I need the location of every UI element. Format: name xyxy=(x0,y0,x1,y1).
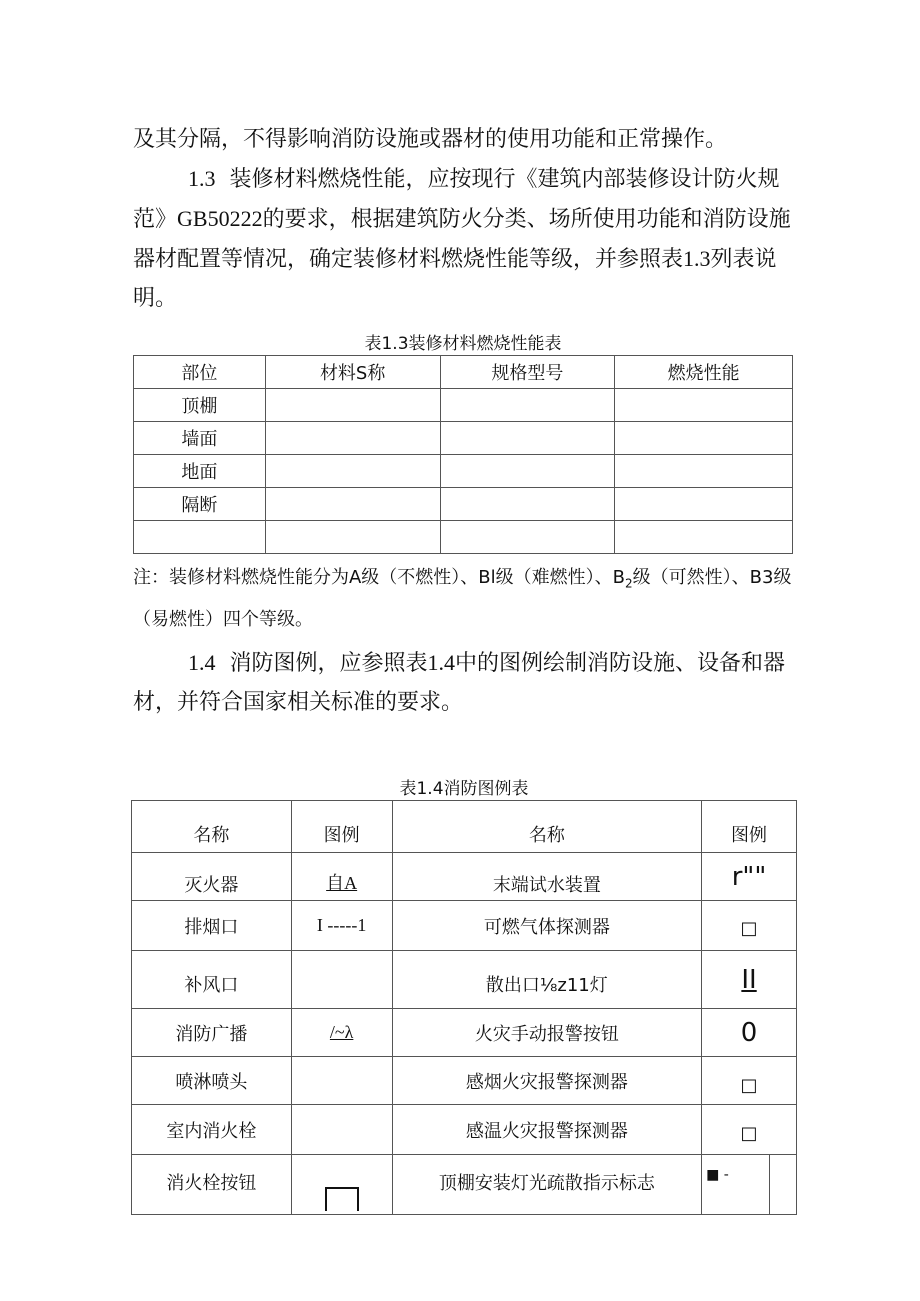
empty-cell xyxy=(265,521,440,554)
empty-cell xyxy=(440,521,615,554)
table-row xyxy=(132,1057,797,1105)
name-cell: 感温火灾报警探测器 xyxy=(392,1105,702,1155)
intro-text: 及其分隔，不得影响消防设施或器材的使用功能和正常操作。 xyxy=(133,127,728,152)
table-1-3 xyxy=(133,355,793,554)
location-cell: 顶棚 xyxy=(134,389,266,422)
name-cell: 可燃气体探测器 xyxy=(392,901,702,951)
exit-light-symbol: II xyxy=(702,951,797,1009)
table-reference: 1.3 xyxy=(683,246,711,271)
note-text: 级（可然性）、B3级（易燃性）四个等级。 xyxy=(133,567,792,630)
smoke-outlet-symbol: I -----1 xyxy=(291,901,392,951)
table-header-row xyxy=(134,356,793,389)
table-row xyxy=(132,1105,797,1155)
standard-code: GB50222 xyxy=(177,206,263,231)
empty-cell xyxy=(265,389,440,422)
name-cell: 火灾手动报警按钮 xyxy=(392,1009,702,1057)
broadcast-symbol: /~λ xyxy=(291,1009,392,1057)
empty-cell xyxy=(615,488,793,521)
section-text: 消防图例，应参照表 xyxy=(229,651,428,676)
fire-extinguisher-symbol: 自A xyxy=(291,853,392,901)
empty-cell xyxy=(440,488,615,521)
note-text: 注：装修材料燃烧性能分为A级（不燃性）、Bl级（难燃性）、B xyxy=(133,567,626,588)
empty-cell xyxy=(615,455,793,488)
hydrant-button-symbol xyxy=(291,1155,392,1215)
empty-cell xyxy=(265,422,440,455)
heat-detector-symbol: □ xyxy=(702,1105,797,1155)
section-text: 列表说明。 xyxy=(133,247,777,311)
name-cell: 室内消火栓 xyxy=(132,1105,292,1155)
manual-alarm-symbol: 0 xyxy=(702,1009,797,1057)
header-cell: 名称 xyxy=(132,801,292,853)
square-icon xyxy=(325,1187,359,1211)
table-row xyxy=(132,853,797,901)
table-row xyxy=(132,1155,797,1215)
empty-cell xyxy=(291,1105,392,1155)
empty-cell xyxy=(440,389,615,422)
name-cell: 散出口⅛z11灯 xyxy=(392,951,702,1009)
table-header-row xyxy=(132,801,797,853)
evacuation-sign-text: ■ - xyxy=(706,1167,729,1183)
header-cell: 材料S称 xyxy=(265,356,440,389)
header-cell: 图例 xyxy=(291,801,392,853)
section-text: 中的图例绘制消防设施、设备和器材，并符合国家相关标准的要求。 xyxy=(133,651,786,715)
table-row xyxy=(132,951,797,1009)
table-row xyxy=(132,1009,797,1057)
section-text: 装修材料燃烧性能，应按现行《建筑内部装修设计防火规范》 xyxy=(133,167,780,232)
table-1-4-caption: 表1.4消防图例表 xyxy=(399,779,529,799)
intro-paragraph xyxy=(133,120,798,159)
gas-detector-symbol: □ xyxy=(702,901,797,951)
divider xyxy=(769,1155,770,1214)
note-subscript: 2 xyxy=(625,576,633,591)
table-1-3-caption: 表1.3装修材料燃烧性能表 xyxy=(364,334,562,354)
name-cell: 灭火器 xyxy=(132,853,292,901)
smoke-detector-symbol: □ xyxy=(702,1057,797,1105)
location-cell: 地面 xyxy=(134,455,266,488)
empty-cell xyxy=(265,488,440,521)
table-row xyxy=(134,455,793,488)
header-cell: 图例 xyxy=(702,801,797,853)
empty-cell xyxy=(615,521,793,554)
evacuation-sign-symbol xyxy=(702,1155,797,1215)
table-row xyxy=(134,389,793,422)
empty-cell xyxy=(291,951,392,1009)
name-cell: 末端试水装置 xyxy=(392,853,702,901)
name-cell: 消火栓按钮 xyxy=(132,1155,292,1215)
section-1-3-paragraph xyxy=(133,159,798,318)
table-1-4 xyxy=(131,800,797,1215)
end-test-device-symbol: r"" xyxy=(702,853,797,901)
table-row xyxy=(134,488,793,521)
header-cell: 规格型号 xyxy=(440,356,615,389)
location-cell xyxy=(134,521,266,554)
section-1-4-paragraph xyxy=(133,643,798,722)
location-cell: 隔断 xyxy=(134,488,266,521)
empty-cell xyxy=(615,389,793,422)
section-number: 1.3 xyxy=(188,166,216,191)
name-cell: 喷淋喷头 xyxy=(132,1057,292,1105)
empty-cell xyxy=(291,1057,392,1105)
name-cell: 补风口 xyxy=(132,951,292,1009)
table-reference: 1.4 xyxy=(427,650,456,675)
name-cell: 排烟口 xyxy=(132,901,292,951)
table-row xyxy=(132,901,797,951)
header-cell: 燃烧性能 xyxy=(615,356,793,389)
name-cell: 感烟火灾报警探测器 xyxy=(392,1057,702,1105)
header-cell: 部位 xyxy=(134,356,266,389)
empty-cell xyxy=(440,422,615,455)
name-cell: 顶棚安装灯光疏散指示标志 xyxy=(392,1155,702,1215)
section-number: 1.4 xyxy=(188,650,216,675)
empty-cell xyxy=(615,422,793,455)
name-cell: 消防广播 xyxy=(132,1009,292,1057)
empty-cell xyxy=(440,455,615,488)
header-cell: 名称 xyxy=(392,801,702,853)
table-note xyxy=(133,560,798,637)
table-row xyxy=(134,422,793,455)
location-cell: 墙面 xyxy=(134,422,266,455)
table-row xyxy=(134,521,793,554)
empty-cell xyxy=(265,455,440,488)
section-text: 的要求，根据建筑防火分类、场所使用功能和消防设施器材配置等情况，确定装修材料燃烧性能等级，并参照表 xyxy=(133,207,791,272)
